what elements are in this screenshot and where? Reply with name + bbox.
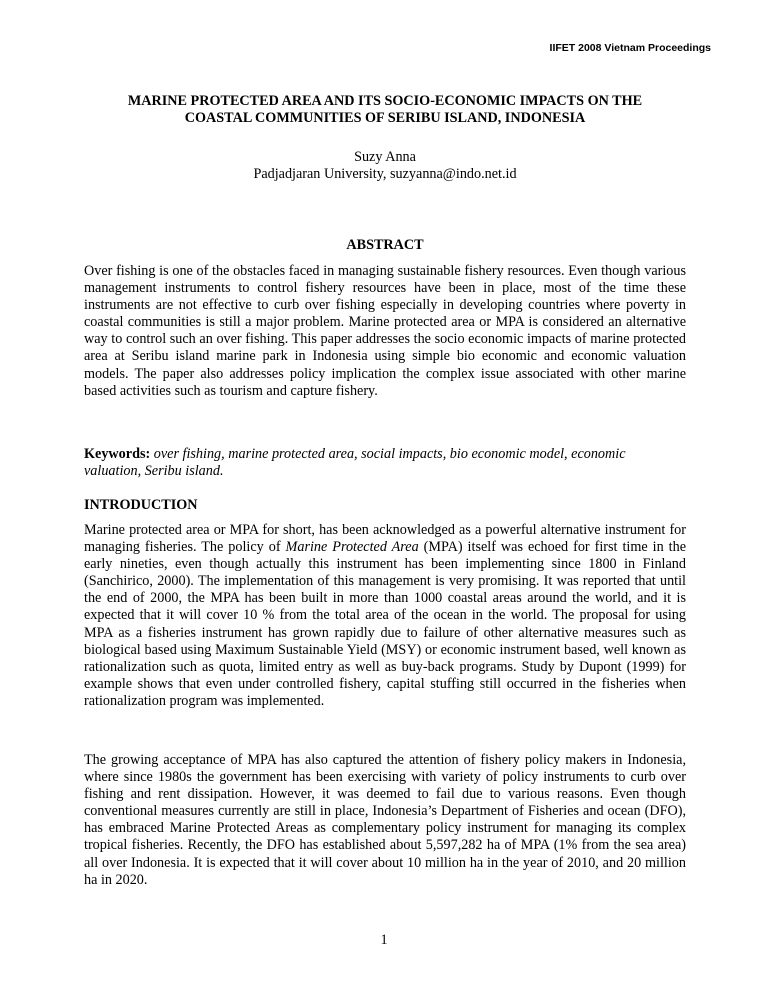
running-header: IIFET 2008 Vietnam Proceedings: [549, 42, 711, 54]
author-name: Suzy Anna: [354, 149, 416, 165]
author-affiliation: Padjadjaran University, suzyanna@indo.net.id: [253, 166, 517, 182]
title-line-1: MARINE PROTECTED AREA AND ITS SOCIO-ECONOMIC IMPACTS ON THE: [127, 93, 643, 109]
author-block: [60, 149, 710, 183]
paragraph-text: (MPA) itself was echoed for first time in the early nineties, even though actually this instrument has been implementing since 1800 in Finland (Sanchirico, 2000). The implementation of this management is very promising. It was reported that until the end of 2000, the MPA has been built in more than 1000 coastal areas around the world, and it is expected that it will cover 10 % from the total area of the ocean in the world. The proposal for using MPA as a fisheries instrument has grown rapidly due to failure of other alternative measures such as biological based using Maximum Sustainable Yield (MSY) or economic instrument based, well known as rationalization such as quota, limited entry as well as buy-back programs. Study by Dupont (1999) for example shows that even under controlled fishery, capital stuffing still occurred in the fisheries when rationalization program was implemented.: [84, 539, 687, 709]
introduction-paragraph-2: The growing acceptance of MPA has also captured the attention of fishery policy makers in Indonesia, where since 1980s the government has been exercising with variety of policy instruments to curb over fishing and rent dissipation. However, it was deemed to fail due to various reasons. Even though conventional measures currently are still in place, Indonesia’s Department of Fisheries and ocean (DFO), has embraced Marine Protected Areas as complementary policy instrument for managing its complex tropical fisheries. Recently, the DFO has established about 5,597,282 ha of MPA (1% from the sea area) all over Indonesia. It is expected that it will cover about 10 million ha in the year of 2010, and 20 million ha in 2020.: [84, 752, 686, 888]
paper-title: [60, 93, 710, 127]
keywords-list: over fishing, marine protected area, social impacts, bio economic model, economic valuation, Seribu island.: [84, 446, 626, 480]
page-number: 1: [380, 932, 388, 948]
abstract-heading: ABSTRACT: [346, 237, 424, 253]
title-line-2: COASTAL COMMUNITIES OF SERIBU ISLAND, INDONESIA: [184, 110, 586, 126]
keywords: [84, 446, 686, 480]
italic-term: Marine Protected Area: [285, 539, 419, 556]
keywords-label: Keywords:: [84, 446, 151, 462]
introduction-paragraph-1: [84, 522, 686, 710]
abstract-text: Over fishing is one of the obstacles faced in managing sustainable fishery resources. Even though various management instruments to control fishery resources have been in place, most of the time these instruments are not effective to curb over fishing especially in developing countries where poverty in coastal communities is still a major problem. Marine protected area or MPA is considered an alternative way to control such an over fishing. This paper addresses the socio economic impacts of marine protected area at Seribu island marine park in Indonesia using simple bio economic and economic valuation models. The paper also addresses policy implication the complex issue associated with other marine based activities such as tourism and capture fishery.: [84, 263, 686, 399]
introduction-heading: INTRODUCTION: [84, 497, 198, 513]
paragraph-text: Marine protected area or MPA for short, has been acknowledged as a powerful alternative instrument for managing fisheries. The policy of: [84, 522, 686, 556]
